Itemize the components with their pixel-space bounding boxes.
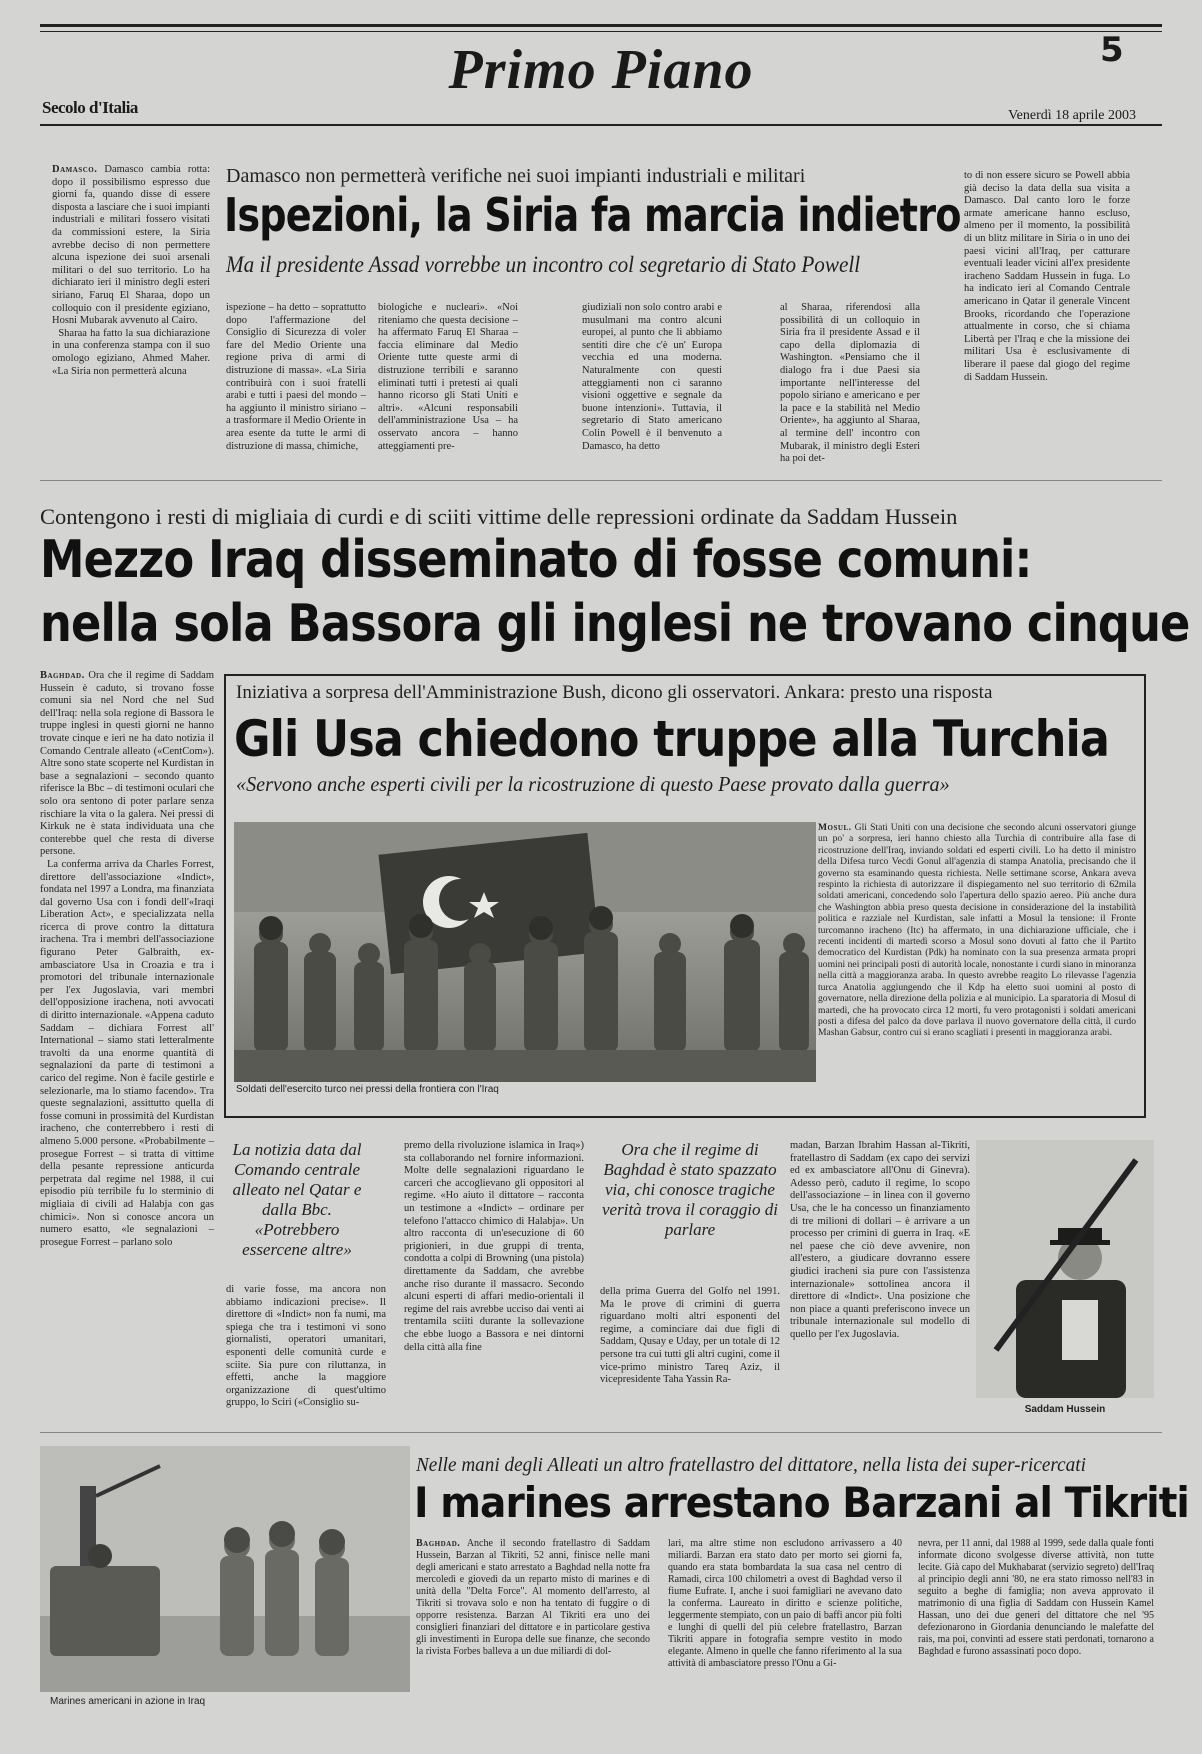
article2-kicker: Contengono i resti di migliaia di curdi e di sciiti vittime delle repressioni ordinate da Saddam Hussein (40, 504, 958, 529)
article2-pullquote1: La notizia data dal Comando centrale alleato nel Qatar e dalla Bbc. «Potrebbero essercene altre» (232, 1140, 362, 1259)
turkish-soldiers-caption: Soldati dell'esercito turco nei pressi della frontiera con l'Iraq (236, 1084, 499, 1095)
article2-headline-line2: nella sola Bassora gli inglesi ne trovano cinque (40, 594, 1190, 654)
article1-col5: al Sharaa, riferendosi alla possibilità di un colloquio in Siria fra il presidente Assad e il capo della diplomazia di Washington. «Pensiamo che il dialogo fra i due Paesi sia importante nell'interesse del popolo siriano e americano e per la pace e la stabilità nel Medio Oriente», ha aggiunto al Sharaa, al termine dell' incontro con Mubarak, il ministro degli Esteri ha poi det- (780, 302, 920, 465)
saddam-photo (976, 1140, 1154, 1398)
article4-col1 (416, 1538, 650, 1738)
section-title: Primo Piano (448, 39, 754, 101)
marines-photo (40, 1446, 410, 1692)
article3-dateline: Mosul. (818, 822, 852, 833)
article2-col1-text: Ora che il regime di Saddam Hussein è caduto, si trovano fosse comuni sia nel Nord che nel Sud dell'Iraq: nella sola regione di Bassora le truppe inglesi in questi giorni ne hanno trovate cinque e ieri ne ha dato notizia il Comando Centrale alleato («CentCom»). Altre sono state scoperte nel Kurdistan in base a segnalazioni – secondo quanto riferisce la Bbc – di testimoni oculari che solo ora sentono di poter parlare senza rischiare la vita o la galera. Nei pressi di Kirkuk ne è stata individuata una che conterebbe quel che resta di diverse persone. (40, 670, 215, 858)
article3-kicker: Iniziativa a sorpresa dell'Amministrazione Bush, dicono gli osservatori. Ankara: presto una risposta (236, 682, 993, 703)
article1-divider (40, 480, 1162, 481)
article1-col4: giudiziali non solo contro arabi e musulmani ma contro alcuni europei, al punto che li abbiamo sentiti dire che c'è un' Europa vecchia ed una moderna. Naturalmente con questi atteggiamenti non ci saranno visioni oggettive e segnale da buone intenzioni». Tuttavia, il segretario di Stato americano Colin Powell è il benvenuto a Damasco, ha detto (582, 302, 722, 452)
article4-col1-text: Anche il secondo fratellastro di Saddam Hussein, Barzan al Tikriti, 52 anni, finisce nelle mani degli americani e stato arrestato a Baghdad nella notte fra mercoledì e giovedì da un reparto misto di marines e di unità della "Delta Force". Al momento dell'arresto, al Tikriti si trovava solo e non ha tentato di fuggire o di opporre resistenza. Barzan Al Tikriti era uno dei consiglieri finanziari del dittatore e in particolare gestiva gli investimenti in Europa delle sue finanze, che secondo la rivista Forbes balleva a un due miliardi di dol- (416, 1538, 651, 1657)
article1-deck: Ma il presidente Assad vorrebbe un incontro col segretario di Stato Powell (226, 252, 861, 277)
article1-headline: Ispezioni, la Siria fa marcia indietro (224, 188, 961, 242)
article1-col1 (52, 164, 210, 464)
article2-dateline: Baghdad. (40, 670, 85, 681)
top-rule (40, 24, 1162, 27)
article1-kicker: Damasco non permetterà verifiche nei suoi impianti industriali e militari (226, 165, 806, 187)
article2-col5: madan, Barzan Ibrahim Hassan al-Tikriti, fratellastro di Saddam (ex capo dei servizi ed ex ambasciatore all'Onu di Ginevra). Adesso però, caduto il regime, lo scopo dell'associazione – in linea con il governo Usa, che le ha concesso un finanziamento di tre milioni di dollari – è arrivare a un processo per crimini di guerra in Iraq. «E nel paese che ciò deve avvenire, non all'estero, a giudicare dovranno essere giudici iracheni sia pure con l'assistenza internazionale» sottolinea ancora il direttore di «Indict». Una posizione che non piace a quanti preferiscono invece un tribunale internazionale sul modello di quello per l'ex Jugoslavia. (790, 1140, 970, 1340)
article1-col1b-text: Sharaa ha fatto la sua dichiarazione in una conferenza stampa con il suo omologo egiziano, Ahmed Maher. «La Siria non permetterà alcuna (52, 327, 211, 377)
article1-col3: biologiche e nucleari». «Noi riteniamo che questa decisione – ha affermato Faruq El Sharaa – faccia eliminare dal Medio Oriente tutte queste armi di distruzione terribili e saranno eliminati tutti i pretesti ai quali hanno ricorso gli Stati Uniti e altri». «Alcuni responsabili dell'amministrazione Usa – ha osservato ancora – hanno atteggiamenti pre- (378, 302, 518, 452)
article1-dateline: Damasco. (52, 164, 98, 175)
article2-col3: premo della rivoluzione islamica in Iraq») sta collaborando nel fornire informazioni. Molte delle segnalazioni riguardano le carceri che accoglievano gli oppositori al regime. «Ho aiuto il dittatore – racconta un testimone a «Indict» – ordinare per telefono l'attacco chimico di Halabja». Un altro racconta di un'esecuzione di 60 prigionieri, in due gruppi di trenta, condotta a colpi di Browning (una pistola) direttamente da Saddam, che avrebbe anche riso durante il massacro. Secondo alcuni esperti di affari medio-orientali il regime del rais avrebbe ucciso dai venti ai trentamila sciiti durante la sollevazione che ebbe luogo a Bassora e nei dintorni della città alla fine (404, 1140, 584, 1353)
article4-dateline: Baghdad. (416, 1538, 461, 1549)
article2-divider (40, 1432, 1162, 1433)
article2-col1b-text: La conferma arriva da Charles Forrest, direttore dell'associazione «Indict», fondata nel 1997 a Londra, ma finanziata dal governo Usa con i fondi dell'«Iraqi Liberation Act», e specializzata nella ricerca di prove contro la dittatura irachena. Tra i membri dell'associazione figurano Peter Galbraith, ex-ambasciatore Usa in Croazia e tra i promotori del tribunale internazionale per l'ex Jugoslavia, vari membri dell'opposizione irachena, noti avvocati di diritto internazionale. «Appena caduto Saddam – dichiara Forrest all' International – siamo stati letteralmente travolti da una enorme quantità di segnalazioni da parte di testimoni a carico del regime. Non è facile gestirle e selezionarle, ma lo stiamo facendo». Tra queste segnalazioni, assittutto quella di fosse comuni in prossimità del Kurdistan iracheno, che conterrebbero i resti di almeno 5.000 persone. «Probabilmente – prosegue Forrest – si tratta di vittime della pesante repressione anticurda perpetrata dal regime nel 1988, il cui episodio più terribile fu lo sterminio di migliaia di civili ad Halabja con gas chimici». Non si conosce ancora un numero esatto, «le segnalazioni – prosegue Forrest – parlano solo (40, 858, 214, 1248)
header-rule (40, 124, 1162, 126)
article4-col2: lari, ma altre stime non escludono arrivassero a 40 miliardi. Barzan era stato dato per morto sei giorni fa, quando era stata bombardata la sua casa nel centro di Ramadi, circa 100 chilometri a ovest di Baghdad verso il fiume Eufrate. I, anche i suoi famigliari ne avevano dato la conferma. Laureato in diritto e scienze politiche, leggermente stempiato, con un paio di baffi ancor più folti e lunghi di quelli del più celebre fratellastro, Barzan Tikriti appare in fotografia sempre vestito in modo elegante. Almeno in quelle che fanno riferimento al la sua attività di ambasciatore presso l'Onu a Gi- (668, 1538, 902, 1669)
turkish-soldiers-photo (234, 822, 816, 1082)
article2-headline-line1: Mezzo Iraq disseminato di fosse comuni: (40, 530, 1032, 590)
marines-caption: Marines americani in azione in Iraq (50, 1696, 206, 1707)
article3-deck: «Servono anche esperti civili per la ricostruzione di questo Paese provato dalla guerra» (236, 772, 950, 796)
article3-headline: Gli Usa chiedono truppe alla Turchia (234, 710, 1110, 768)
article4-col3: nevra, per 11 anni, dal 1988 al 1999, sede dalla quale fonti informate dicono svolgesse diverse attività, non tutte lecite. Già capo del Mukhabarat (servizio segreto) dell'Iraq al principio degli anni '80, ne era stato rimosso nell'83 in seguito a beghe di famiglia; non aveva approvato il matrimonio di una figlia di Saddam con Hussein Kamel Hassan, uno dei due generi del dittatore che nel '95 defezionarono in Giordania denunciando le malefatte del rais, ma poi, convinti ad essere stati perdonati, tornarono a Baghdad e furono assassinati poco dopo. (918, 1538, 1154, 1657)
article2-col2b: di varie fosse, ma ancora non abbiamo indicazioni precise». Il direttore di «Indict» non fa numi, ma spiega che tra i testimoni vi sono giornalisti, operatori umanitari, esponenti delle comunità curde e sciite. Sia pure con riluttanza, in effetti, anche la maggiore organizzazione di quest'ultimo gruppo, lo Sciri («Consiglio su- (226, 1284, 386, 1409)
article1-col6: to di non essere sicuro se Powell abbia già deciso la data della sua visita a Damasco. Dal canto loro le forze armate americane hanno escluso, almeno per il momento, la possibilità di un blitz militare in Siria o in uno dei paesi vicini all'Iraq, per catturare eventuali leader vicini all'ex presidente iracheno Saddam Hussein in fuga. Lo ha indicato ieri al Comando Centrale americano in Qatar il generale Vincent Brooks, ricordando che l'operazione attualmente in corso, che si chiama Libertà per l'Iraq e che la missione dei militari Usa è esclusivamente di liberare il paese dal giogo del regime di Saddam Hussein. (964, 170, 1130, 383)
article2-col1 (40, 670, 214, 1422)
page-number: 5 (1100, 30, 1124, 70)
top-rule-2 (40, 31, 1162, 32)
article2-col4b: della prima Guerra del Golfo nel 1991. Ma le prove di crimini di guerra riguardano molti altri esponenti del regime, a cominciare dai due figli di Saddam, Qusay e Uday, per un totale di 12 persone tra cui tutti gli altri cugini, come il vice-primo ministro Tareq Aziz, il vicepresidente Taha Yassin Ra- (600, 1286, 780, 1386)
saddam-caption: Saddam Hussein (1024, 1404, 1106, 1415)
article1-col2: ispezione – ha detto – soprattutto dopo l'affermazione del Consiglio di Sicurezza di voler fare del Medio Oriente una regione priva di armi di distruzione di massa». «La Siria contribuirà con i suoi fratelli arabi e tutti i paesi del mondo – ha aggiunto il ministro siriano – a trasformare il Medio Oriente in area esente da tutte le armi di distruzione di massa, chimiche, (226, 302, 366, 452)
masthead: Secolo d'Italia (42, 98, 138, 117)
article2-pullquote2: Ora che il regime di Baghdad è stato spazzato via, chi conosce tragiche verità trova il coraggio di parlare (602, 1140, 778, 1239)
article1-col1-text: Damasco cambia rotta: dopo il possibilismo espresso due giorni fa, quando disse di essere disposta a lasciare che i suoi impianti industriali e militari fossero visitati da commissioni estere, la Siria avrebbe deciso di non permettere alcuna ispezione dei suoi arsenali militari o del suo territorio. Lo ha dichiarato ieri il ministro degli esteri siriano, Faruq El Sharaa, dopo un colloquio con il presidente egiziano, Hosni Mubarak avvenuto al Cairo. (52, 164, 211, 327)
article4-headline: I marines arrestano Barzani al Tikriti (414, 1478, 1189, 1527)
article3-body (818, 822, 1136, 1092)
issue-date: Venerdì 18 aprile 2003 (1008, 108, 1136, 123)
article4-kicker: Nelle mani degli Alleati un altro fratellastro del dittatore, nella lista dei super-ricercati (416, 1454, 1086, 1476)
article3-body-text: Gli Stati Uniti con una decisione che secondo alcuni osservatori giunge un po' a sorpresa, ieri hanno chiesto alla Turchia di contribuire alla fase di ricostruzione dell'Iraq, inviando soldati ed esperti civili. Lo ha detto il ministro della Difesa turco Vecdi Gonul all'agenzia di stampa Anatolia, precisando che il governo sta esaminando questa richiesta. Nelle settimane scorse, Ankara aveva respinto la richiesta di autorizzare il dispiegamento nel suo territorio di 62mila soldati americani, concedendo solo l'apertura dello spazio aereo. Più anche dura che Washington abbia preso questa decisione in considerazione del la instabilità politica e razziale nel Kurdistan, sale infatti a Mosul la tensione: il Fronte turcomanno iracheno (Itc) ha affermato, in una dichiarazione ufficiale, che i recenti incidenti di martedì scorso a Mosul sono dovuti al fatto che il Partito democratico del Kurdistan (Pdk) ha nominato con la sua presenza armata propri uomini nei principali posti di autorità locale, nonostante i curdi siano in minoranza nella città a maggioranza araba. In questo avrebbe reagito Lo rilevasse l'agenzia turca Anatolia aggiungendo che il Kdp ha eletto suoi uomini al posto di governatore, nella direzione della polizia e al municipio. La sparatoria di Mosul di martedì, che ha provocato circa 12 morti, fu vero protagonisti i soldati americani posti a difesa del palco da dove parlava il nuovo governatore della città, il curdo Mashan Gabsur, contro cui si erano scagliati i presenti in maggioranza arabi. (818, 822, 1137, 1039)
